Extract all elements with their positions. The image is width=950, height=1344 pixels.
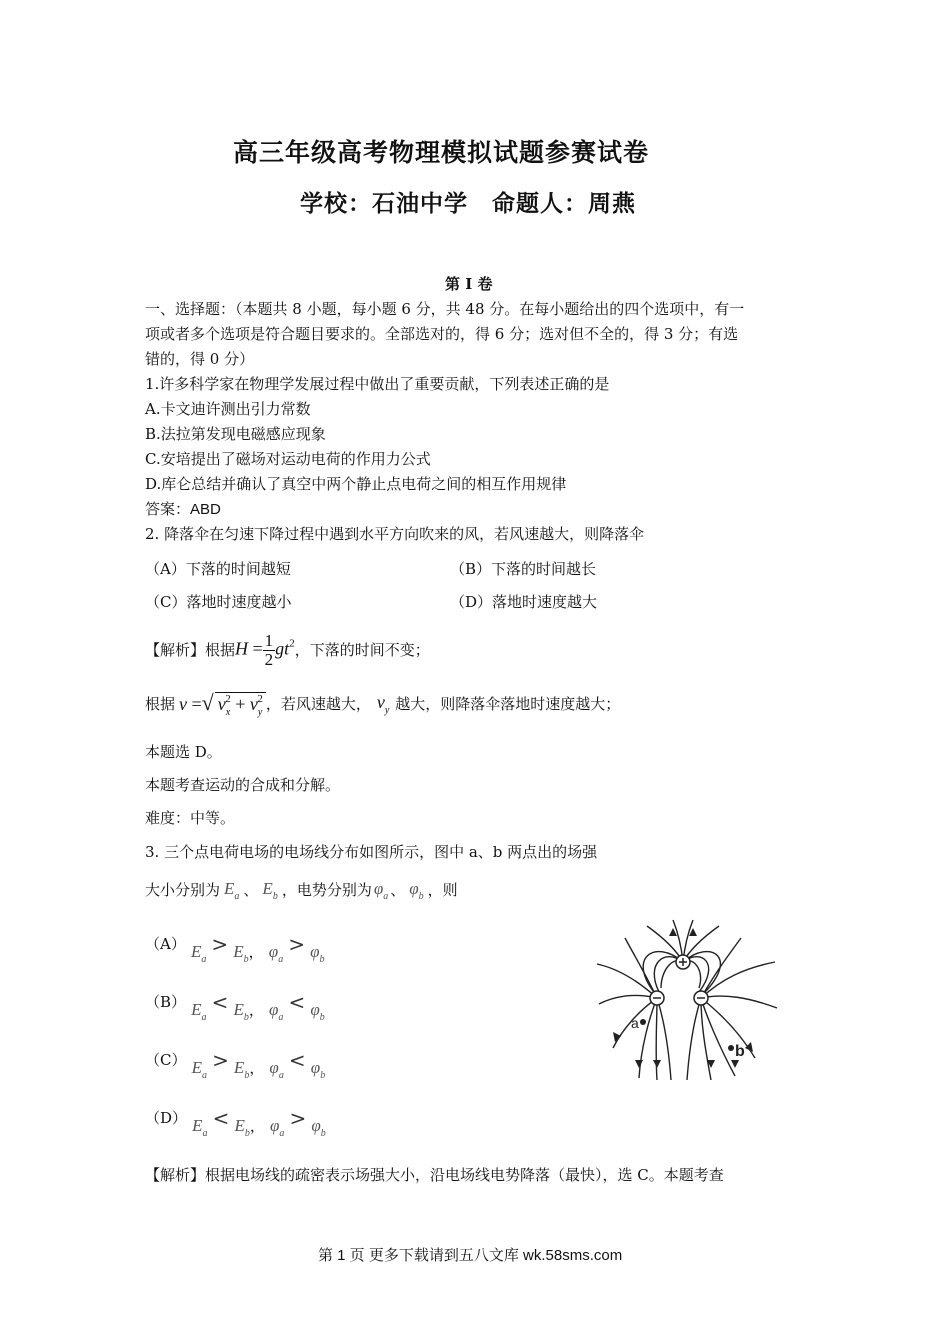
q3-option-a: （A） $E_a > E_b$， $\varphi_a > \varphi_b$ — [145, 932, 325, 965]
q3-option-d: （D） $E_a < E_b$， $\varphi_a > \varphi_b$ — [145, 1106, 326, 1139]
q2-analysis-2-mid: ，若风速越大， — [265, 694, 371, 713]
q3-stem-line-1: 3. 三个点电荷电场的电场线分布如图所示，图中 a、b 两点出的场强 — [145, 843, 598, 861]
point-b-label: b — [735, 1043, 745, 1060]
section-intro-line-1: 一、选择题：（本题共 8 小题，每小题 6 分，共 48 分。在每小题给出的四个选项中，有一 — [145, 300, 745, 318]
q2-formula-velocity: v =√ $v_x^2 + v_y^2$ — [179, 690, 266, 718]
electric-field-figure — [595, 918, 780, 1083]
negative-charge-right — [694, 991, 708, 1005]
q2-option-a: （A）下落的时间越短 — [145, 560, 291, 578]
q2-difficulty: 难度：中等。 — [145, 809, 236, 827]
formula-h: H — [235, 638, 249, 659]
q3-stem-2-tail: ，则 — [427, 880, 458, 899]
symbol-phi-b: $\varphi_b$ — [409, 878, 424, 902]
section-heading: 第 I 卷 — [445, 275, 493, 293]
q3-option-label: （B） — [145, 993, 187, 1011]
q3-analysis: 【解析】根据电场线的疏密表示场强大小，沿电场线电势降落（最快），选 C。本题考查 — [145, 1166, 724, 1184]
page-subtitle: 学校：石油中学 命题人：周燕 — [300, 190, 636, 217]
q1-option-c: C.安培提出了磁场对运动电荷的作用力公式 — [145, 450, 431, 468]
q2-option-b: （B）下落的时间越长 — [450, 560, 597, 578]
point-b-marker — [728, 1045, 734, 1051]
q3-relation-potential: < — [288, 1048, 306, 1072]
point-a-marker — [640, 1019, 646, 1025]
q2-formula-time: H = $\frac{1}{2}$ $gt^2$ — [235, 630, 295, 669]
q1-option-a: A.卡文迪许测出引力常数 — [145, 400, 311, 418]
symbol-phi-a: $\varphi_a$ — [373, 878, 389, 902]
q3-option-label: （A） — [145, 935, 186, 953]
q3-relation-field: > — [212, 1048, 229, 1072]
symbol-e-a: $E_a$ — [224, 878, 240, 902]
q2-analysis-line-1 — [145, 625, 430, 675]
q3-relation-potential: < — [288, 990, 306, 1014]
q3-stem-2-lead: 大小分别为 — [145, 880, 221, 899]
q3-relation-potential: > — [289, 1106, 307, 1130]
q3-option-label: （C） — [145, 1051, 187, 1069]
q2-analysis-tail: ，下落的时间不变； — [294, 640, 430, 659]
q1-option-b: B.法拉第发现电磁感应现象 — [145, 425, 326, 443]
positive-charge-top — [676, 955, 690, 969]
q1-answer: 答案：ABD — [145, 501, 221, 518]
section-intro-line-3: 错的，得 0 分） — [145, 350, 255, 368]
page-footer: 第 1 页 更多下载请到五八文库 wk.58sms.com — [318, 1247, 623, 1264]
point-a-label: a — [631, 1015, 639, 1031]
formula-vy: $v_y$ — [376, 692, 390, 716]
q3-stem-2-mid: ，电势分别为 — [281, 880, 372, 899]
q2-topic: 本题考查运动的合成和分解。 — [145, 776, 341, 794]
formula-v: v — [179, 694, 188, 714]
formula-gt: gt — [275, 638, 290, 659]
q1-option-d: D.库仑总结并确认了真空中两个静止点电荷之间的相互作用规律 — [145, 475, 567, 493]
q2-analysis-line-2 — [145, 688, 620, 720]
page-title: 高三年级高考物理模拟试题参赛试卷 — [233, 138, 650, 167]
q3-relation-field: < — [212, 1106, 230, 1130]
q2-option-c: （C）落地时速度越小 — [145, 593, 292, 611]
q3-option-label: （D） — [145, 1109, 188, 1127]
q3-option-c: （C） $E_a > E_b$， $\varphi_a < \varphi_b$ — [145, 1048, 326, 1081]
q3-relation-potential: > — [288, 932, 306, 956]
q3-relation-field: > — [211, 932, 229, 956]
q2-analysis-2-tail: 越大，则降落伞落地时速度越大； — [395, 694, 621, 713]
q2-stem: 2. 降落伞在匀速下降过程中遇到水平方向吹来的风，若风速越大，则降落伞 — [145, 525, 645, 543]
q2-analysis-2-lead: 根据 — [145, 694, 176, 713]
q3-option-b: （B） $E_a < E_b$， $\varphi_a < \varphi_b$ — [145, 990, 325, 1023]
q2-analysis-lead: 【解析】根据 — [145, 640, 236, 659]
q3-stem-line-2: 大小分别为 $E_a$ 、 $E_b$ ，电势分别为 $\varphi_a$ 、 $\varphi_b$ ，则 — [145, 878, 458, 902]
section-intro-line-2: 项或者多个选项是符合题目要求的。全部选对的，得 6 分；选对但不全的，得 3 分；有选 — [145, 325, 739, 343]
q2-option-d: （D）落地时速度越大 — [450, 593, 598, 611]
q2-choice: 本题选 D。 — [145, 743, 222, 761]
q3-relation-field: < — [211, 990, 229, 1014]
symbol-e-b: $E_b$ — [262, 878, 278, 902]
fraction-one-half: $\frac{1}{2}$ — [264, 630, 274, 669]
negative-charge-left — [650, 991, 664, 1005]
q1-stem: 1.许多科学家在物理学发展过程中做出了重要贡献，下列表述正确的是 — [145, 375, 610, 393]
